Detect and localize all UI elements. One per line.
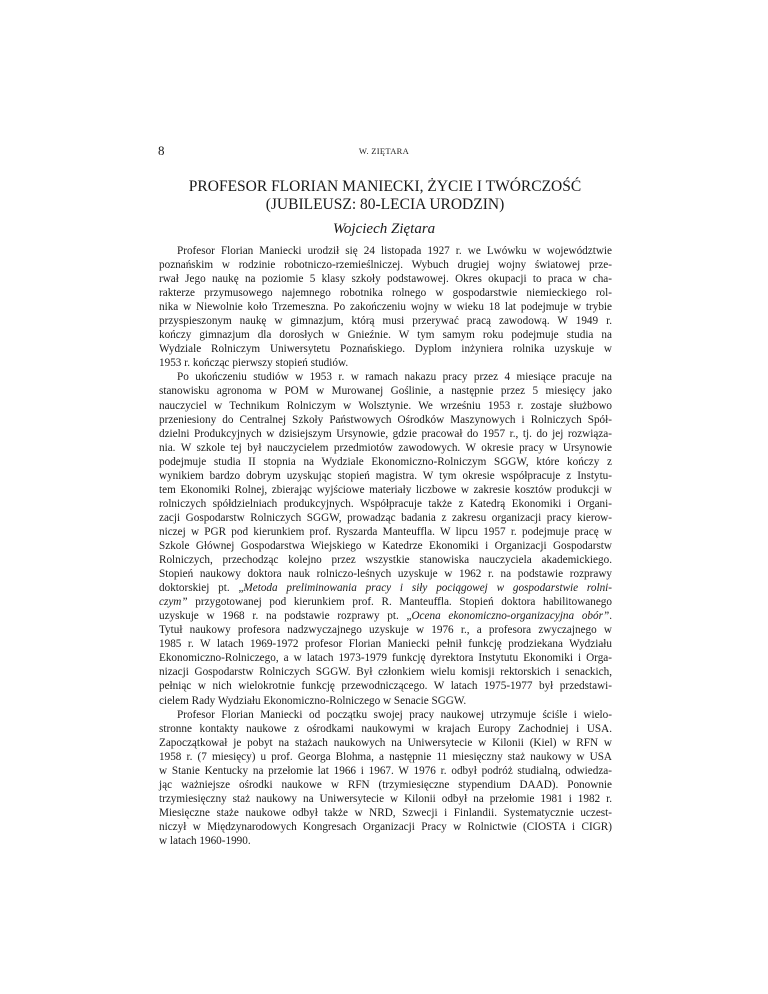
- text-line: Zapoczątkował je pobyt na stażach naukowych na Uniwersytecie w Kilonii (Kiel) w RFN w: [159, 736, 612, 749]
- text-line: poznańskim w rodzinie robotniczo-rzemieślniczej. Wybuch drugiej wojny światowej prze-: [159, 259, 612, 272]
- text-line: Wydziale Rolniczym Uniwersytetu Poznańskiego. Dyplom inżyniera rolnika uzyskuje w: [159, 343, 612, 356]
- text-segment: uzyskuje w 1968 r. na podstawie rozprawy pt. „: [159, 610, 412, 623]
- text-line: zacji Gospodarstw Rolniczych SGGW, prowadząc badania z zakresu organizacji pracy kierow-: [159, 511, 612, 524]
- text-line: [159, 581, 612, 595]
- text-line: Szkole Głównej Gospodarstwa Wiejskiego w Katedrze Ekonomiki i Organizacji Gospodarstw: [159, 539, 612, 552]
- text-line: w Stanie Kentucky na przełomie lat 1966 i 1967. W 1976 r. odbył podróż studialną, odwiedza-: [159, 764, 612, 777]
- text-line: rolniczych spółdzielniach produkcyjnych. Współpracuje także z Katedrą Ekonomiki i Organi-: [159, 497, 612, 510]
- text-line: przyspieszonym naukę w gimnazjum, którą musi przerywać pracą zawodową. W 1949 r.: [159, 315, 612, 328]
- text-line: w latach 1960-1990.: [159, 834, 251, 847]
- text-line: Stopień naukowy doktora nauk rolniczo-leśnych uzyskuje w 1962 r. na podstawie rozprawy: [159, 568, 612, 581]
- paragraph: [159, 370, 612, 707]
- text-line: rakterze przymusowego najemnego robotnika rolnego w gospodarstwie niemieckiego rol-: [159, 287, 612, 300]
- text-line: cielem Rady Wydziału Ekonomiczno-Rolniczego w Senacie SGGW.: [159, 694, 467, 707]
- text-line: 1953 r. kończąc pierwszy stopień studiów.: [159, 357, 349, 370]
- text-line: stronne kontakty naukowe z ośrodkami naukowymi w krajach Europy Zachodniej i USA.: [159, 722, 612, 735]
- text-line: stanowisku agronoma w POM w Murowanej Goślinie, a następnie przez 5 miesięcy jako: [159, 385, 612, 398]
- text-line: nika w Niewolnie koło Trzemeszna. Po zakończeniu wojny w wieku 18 lat podejmuje w trybie: [159, 301, 612, 314]
- text-line: jąc ważniejsze ośrodki naukowe w RFN (trzymiesięczne stypendium DAAD). Ponownie: [159, 778, 612, 791]
- text-line: nizacji Gospodarstw Rolniczych SGGW. Był członkiem wielu komisji rektorskich i senackich,: [159, 666, 612, 679]
- text-line: nia. W szkole tej był nauczycielem przedmiotów zawodowych. W okresie pracy w Ursynowie: [159, 441, 612, 454]
- text-line: tem Ekonomiki Rolnej, zbierając wyjściowe materiały liczbowe w zakresie kosztów produkcji w: [159, 483, 612, 496]
- text-line: pełniąc w nich wielokrotnie funkcję przewodniczącego. W latach 1975-1977 był przedstawi-: [159, 680, 612, 693]
- text-line: trzymiesięczny staż naukowy na Uniwersytecie w Kilonii odbył na przełomie 1981 i 1982 r.: [159, 792, 612, 805]
- author-name: Wojciech Ziętara: [332, 221, 436, 237]
- text-line: Profesor Florian Maniecki urodził się 24 listopada 1927 r. we Lwówku w województwie: [177, 245, 612, 257]
- text-line: przeniesiony do Centralnej Szkoły Państwowych Ośrodków Maszynowych i Rolniczych Spół-: [159, 413, 612, 426]
- text-line: niczył w Międzynarodowych Kongresach Organizacji Pracy w Rolnictwie (CIOSTA i CIGR): [159, 820, 612, 833]
- text-line: Miesięczne staże naukowe odbył także w NRD, Szwecji i Finlandii. Systematycznie uczest-: [159, 806, 612, 819]
- text-segment: doktorskiej pt. „: [159, 582, 244, 595]
- text-line: Tytuł naukowy profesora nadzwyczajnego uzyskuje w 1976 r., a profesora zwyczajnego w: [159, 624, 612, 637]
- text-line: Rolniczych, przechodząc kolejno przez wszystkie stanowiska nauczyciela akademickiego.: [159, 554, 612, 567]
- text-line: 1958 r. (7 miesięcy) u prof. Georga Blohma, a następnie 11 miesięczny staż naukowy w USA: [159, 750, 612, 763]
- text-line: Ekonomiczno-Rolniczego, a w latach 1973-1979 funkcję dyrektora Instytutu Ekonomiki i Orga-: [159, 652, 612, 665]
- thesis-title: Metoda preliminowania pracy i siły pociągowej w gospodarstwie rolni-: [243, 582, 612, 595]
- article-body: [159, 244, 612, 848]
- text-line: Po ukończeniu studiów w 1953 r. w ramach nakazu pracy przez 4 miesiące pracuje na: [177, 371, 612, 384]
- text-line: wynikiem bardzo dobrym uzyskując stopień magistra. W tym okresie współpracuje z Instytu-: [159, 469, 612, 482]
- title-line: PROFESOR FLORIAN MANIECKI, ŻYCIE I TWÓRCZOŚĆ: [188, 178, 582, 195]
- text-line: [159, 595, 612, 609]
- paragraph: [159, 708, 612, 848]
- text-line: niczej w PGR pod kierunkiem prof. Ryszarda Manteuffla. W lipcu 1957 r. podejmuje pracę w: [159, 525, 612, 538]
- text-line: rwał Jego naukę na poziomie 5 klasy szkoły podstawowej. Okres okupacji to praca w cha-: [159, 273, 612, 286]
- text-line: podejmuje studia II stopnia na Wydziale Ekonomiczno-Rolniczym SGGW, które kończy z: [159, 455, 612, 468]
- title-line: (JUBILEUSZ: 80-LECIA URODZIN): [265, 196, 505, 213]
- text-line: dzielni Produkcyjnych w dzisiejszym Ursynowie, gdzie pracował do 1957 r., tj. do jej rozwiąza-: [159, 427, 612, 440]
- running-head: W. ZIĘTARA: [358, 146, 410, 156]
- paragraph: [159, 244, 612, 370]
- text-line: kończy gimnazjum dla dorosłych w Gnieźnie. W tym samym roku podejmuje studia na: [159, 329, 612, 342]
- article-title: [150, 178, 620, 214]
- text-segment: .: [609, 610, 612, 623]
- text-segment: przygotowanej pod kierunkiem prof. R. Manteuffla. Stopień doktora habilitowanego: [187, 596, 612, 609]
- text-line: 1985 r. W latach 1969-1972 profesor Florian Maniecki pełnił funkcję prodziekana Wydziału: [159, 638, 612, 651]
- habilitation-title: Ocena ekonomiczno-organizacyjna obór”: [411, 610, 610, 623]
- thesis-title: czym”: [159, 596, 188, 609]
- text-line: [159, 609, 612, 623]
- text-line: Profesor Florian Maniecki od początku swojej pracy naukowej utrzymuje ściśle i wielo-: [177, 708, 612, 721]
- text-line: nauczyciel w Technikum Rolniczym w Wolsztynie. We wrześniu 1953 r. zostaje służbowo: [159, 399, 612, 412]
- page-number: 8: [158, 143, 165, 158]
